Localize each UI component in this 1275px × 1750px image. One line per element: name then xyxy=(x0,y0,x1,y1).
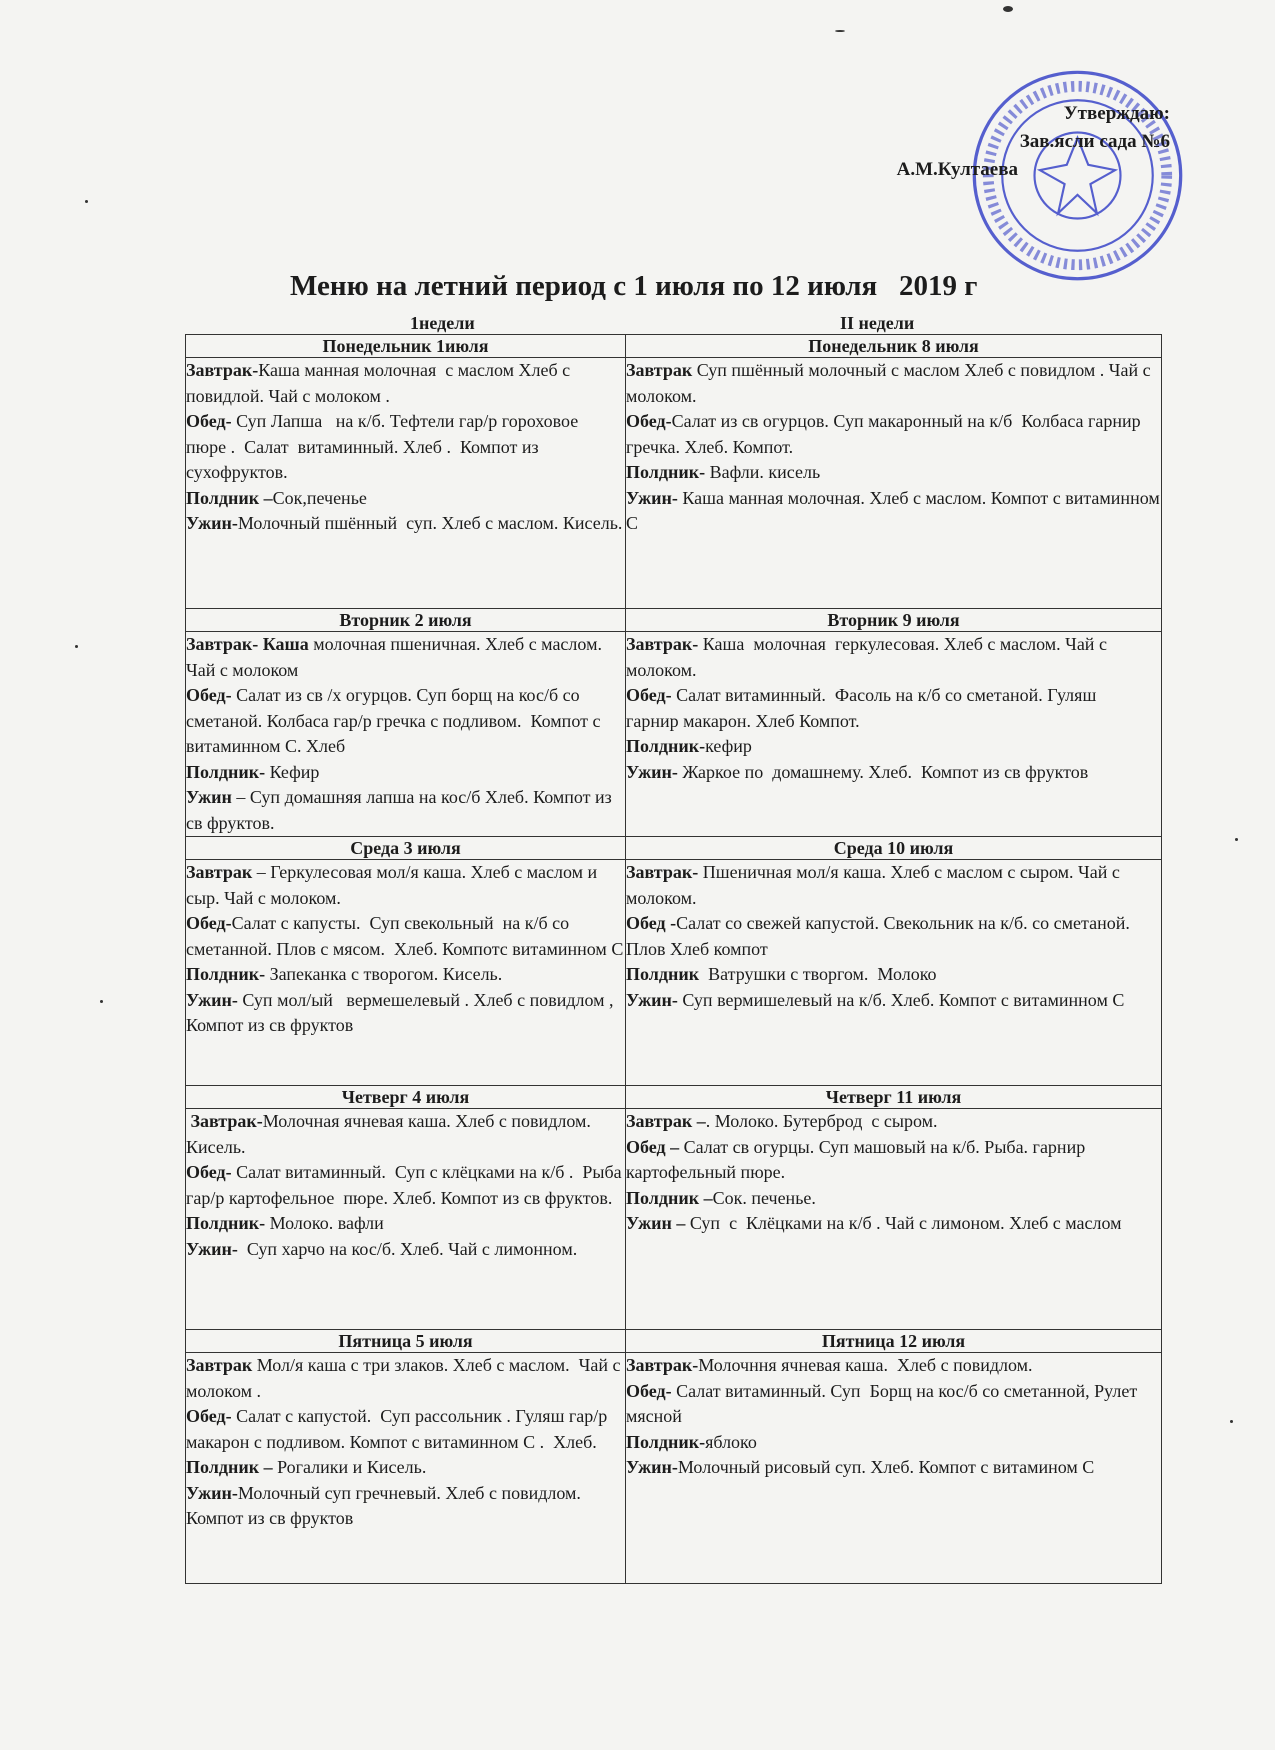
meals-cell-right xyxy=(626,358,1165,609)
meal-entry xyxy=(626,1379,1161,1430)
meal-text: Запеканка с творогом. Кисель. xyxy=(265,964,503,984)
meal-label: Полдник xyxy=(626,964,700,984)
meal-entry xyxy=(626,1430,1161,1456)
meal-label: Обед- xyxy=(186,685,232,705)
meal-label: Обед – xyxy=(626,1136,680,1157)
meal-text: Салат св огурцы. Суп машовый на к/б. Рыба. гарнир картофельный пюре. xyxy=(626,1136,1090,1182)
meal-text: Рогалики и Кисель. xyxy=(272,1457,427,1477)
meal-text: Молочный пшённый суп. Хлеб с маслом. Кисель. xyxy=(237,513,623,533)
meal-label: Завтрак xyxy=(186,1355,253,1375)
meal-label: Ужин- xyxy=(186,1482,238,1503)
scan-speck xyxy=(1235,838,1238,841)
day-header-row xyxy=(186,609,1162,632)
meal-entry xyxy=(626,911,1161,962)
meal-entry xyxy=(626,683,1161,734)
meal-text: Салат со свежей капустой. Свекольник на к/б. со сметаной. Плов Хлеб компот xyxy=(626,913,1135,959)
meal-text: Кефир xyxy=(265,761,320,782)
meals-cell-left xyxy=(186,860,626,1086)
meal-text: Суп пшённый молочный с маслом Хлеб с повидлом . Чай с молоком. xyxy=(626,360,1156,406)
meal-label: Полдник- xyxy=(626,462,706,482)
meal-text: Ватрушки с творгом. Молоко xyxy=(699,964,937,984)
title-text: Меню на летний период с 1 июля по 12 июля xyxy=(290,270,878,302)
meal-text: Салат витаминный. Суп Борщ на кос/б со сметанной, Рулет мясной xyxy=(626,1380,1142,1426)
meal-entry xyxy=(186,988,625,1039)
meal-label: Ужин- xyxy=(186,989,238,1010)
meal-label: Полдник- xyxy=(186,964,266,984)
meal-entry xyxy=(186,962,625,988)
meal-text: Салат витаминный. Фасоль на к/б со сметаной. Гуляш гарнир макарон. Хлеб Компот. xyxy=(626,685,1115,731)
meal-label: Завтрак- xyxy=(626,862,699,882)
meals-row xyxy=(186,632,1162,837)
meal-text: Молочный рисовый суп. Хлеб. Компот с витамином С xyxy=(677,1457,1095,1477)
meal-text: Суп с Клёцками на к/б . Чай с лимоном. Хлеб с маслом xyxy=(685,1213,1122,1233)
week-two-label: II недели xyxy=(840,313,915,333)
meal-entry xyxy=(186,486,625,512)
meal-entry xyxy=(626,988,1161,1014)
meal-label: Завтрак- xyxy=(626,1355,699,1375)
meal-text: Молочння ячневая каша. Хлеб с повидлом. xyxy=(698,1355,1033,1375)
meal-label: Завтрак xyxy=(186,862,253,882)
weeks-header xyxy=(185,313,1161,335)
approval-heading: Утверждаю: xyxy=(1063,103,1170,124)
meal-entry xyxy=(186,911,625,962)
day-header-row xyxy=(186,1330,1162,1353)
meal-text: – Суп домашняя лапша на кос/б Хлеб. Компот из св фруктов. xyxy=(186,787,617,833)
day-header-left: Среда 3 июля xyxy=(186,837,626,860)
day-header-right: Среда 10 июля xyxy=(626,837,1162,860)
meal-entry xyxy=(186,632,625,683)
meal-text: Молочный суп гречневый. Хлеб с повидлом. Компот из св фруктов xyxy=(186,1482,586,1528)
meal-label: Ужин- xyxy=(186,1238,238,1259)
meal-text: Каша манная молочная с маслом Хлеб с повидлой. Чай с молоком . xyxy=(186,360,575,406)
meal-entry xyxy=(626,734,1161,760)
meal-label: Завтрак- Каша xyxy=(186,634,309,654)
meal-label: Ужин – xyxy=(626,1213,686,1233)
approval-signatory: А.М.Култаева xyxy=(896,159,1018,180)
meal-label: Обед - xyxy=(626,913,677,933)
meal-text: Сок. печенье. xyxy=(712,1187,816,1208)
meal-label: Ужин- xyxy=(626,487,678,508)
meal-entry xyxy=(626,1109,1161,1135)
meal-text: Суп харчо на кос/б. Хлеб. Чай с лимонном. xyxy=(237,1238,578,1259)
day-header-left: Вторник 2 июля xyxy=(186,609,626,632)
meal-text: Пшеничная мол/я каша. Хлеб с маслом с сыром. Чай с молоком. xyxy=(626,862,1125,908)
meals-row xyxy=(186,860,1162,1086)
meal-text: Каша молочная геркулесовая. Хлеб с маслом. Чай с молоком. xyxy=(626,634,1112,680)
meals-row xyxy=(186,1109,1162,1330)
meal-entry xyxy=(186,1237,625,1263)
meal-text: Салат из св /х огурцов. Суп борщ на кос/б со сметаной. Колбаса гар/р гречка с подливом. Компот с витаминном С. Хлеб xyxy=(186,685,605,756)
meal-label: Полдник- xyxy=(186,761,266,782)
page-title xyxy=(200,270,1100,303)
meal-label: Завтрак xyxy=(626,360,693,380)
day-header-right: Четверг 11 июля xyxy=(626,1086,1162,1109)
meal-label: Обед- xyxy=(626,685,672,705)
meals-cell-right xyxy=(626,632,1162,837)
meal-label: Ужин- xyxy=(626,761,678,782)
meal-text: Салат с капусты. Суп свекольный на к/б со сметанной. Плов с мясом. Хлеб. Компотс витаминном С xyxy=(186,913,624,959)
meal-text: Жаркое по домашнему. Хлеб. Компот из св фруктов xyxy=(677,761,1089,782)
meal-entry xyxy=(626,409,1161,460)
meal-label: Обед- xyxy=(626,1380,672,1401)
meal-text: Салат из св огурцов. Суп макаронный на к/б Колбаса гарнир гречка. Хлеб. Компот. xyxy=(626,411,1146,457)
meal-entry xyxy=(626,1186,1161,1212)
meals-cell-right xyxy=(626,1353,1162,1584)
meal-entry xyxy=(186,860,625,911)
scan-speck xyxy=(100,1000,103,1003)
meal-entry xyxy=(626,1211,1161,1237)
meal-label: Полдник – xyxy=(186,1457,273,1477)
week-one-label: 1недели xyxy=(410,313,475,333)
meal-text: Суп Лапша на к/б. Тефтели гар/р гороховое пюре . Салат витаминный. Хлеб . Компот из сухофруктов. xyxy=(186,411,588,482)
meal-entry xyxy=(186,511,625,537)
meal-entry xyxy=(186,409,625,486)
meal-label: Ужин- xyxy=(186,513,238,533)
meal-text: – Геркулесовая мол/я каша. Хлеб с маслом и сыр. Чай с молоком. xyxy=(186,862,602,908)
meal-text: Салат витаминный. Суп с клёцками на к/б . Рыба гар/р картофельное пюре. Хлеб. Компот из св фруктов. xyxy=(186,1162,627,1208)
meal-label: Завтрак- xyxy=(626,634,699,654)
meal-label: Ужин xyxy=(186,787,232,807)
meal-entry xyxy=(626,860,1161,911)
meal-label: Обед- xyxy=(186,913,232,933)
meal-entry xyxy=(626,760,1161,786)
meal-entry xyxy=(186,1404,625,1455)
meal-label: Ужин- xyxy=(626,989,678,1010)
meal-text: Салат с капустой. Суп рассольник . Гуляш гар/р макарон с подливом. Компот с витаминном С . Хлеб. xyxy=(186,1406,612,1452)
meals-cell-right xyxy=(626,860,1162,1086)
meal-entry xyxy=(186,1211,625,1237)
meals-cell-left xyxy=(186,358,626,609)
meal-label: Полдник- xyxy=(626,1431,706,1452)
scan-speck xyxy=(1230,1420,1233,1423)
title-year: 2019 г xyxy=(899,270,978,302)
meal-entry xyxy=(626,1455,1161,1481)
meal-text: Сок,печенье xyxy=(272,487,367,508)
meal-text: Суп вермишелевый на к/б. Хлеб. Компот с витаминном С xyxy=(677,989,1125,1010)
meal-text: яблоко xyxy=(705,1431,757,1452)
meal-entry xyxy=(626,632,1161,683)
meal-entry xyxy=(186,760,625,786)
meal-entry xyxy=(626,1135,1161,1186)
day-header-right: Пятница 12 июля xyxy=(626,1330,1162,1353)
scan-speck xyxy=(1003,6,1013,12)
meal-entry xyxy=(186,1109,625,1160)
meal-entry xyxy=(186,683,625,760)
meal-entry xyxy=(626,358,1161,409)
meal-text: . Молоко. Бутерброд с сыром. xyxy=(705,1111,938,1131)
meals-cell-left xyxy=(186,1353,626,1584)
meals-cell-right xyxy=(626,1109,1162,1330)
meal-entry xyxy=(186,1455,625,1481)
meal-entry xyxy=(186,1353,625,1404)
approval-position: Зав.ясли сада №6 xyxy=(1019,131,1170,152)
meal-entry xyxy=(626,486,1165,537)
meal-entry xyxy=(186,785,625,836)
meal-entry xyxy=(186,1481,625,1532)
meal-label: Завтрак- xyxy=(186,360,259,380)
day-header-right: Понедельник 8 июля xyxy=(626,335,1162,358)
meals-cell-left xyxy=(186,632,626,837)
meal-text: кефир xyxy=(705,736,752,756)
meal-label: Обед- xyxy=(186,411,232,431)
meal-text: молочная пшеничная. Хлеб с маслом. Чай с молоком xyxy=(186,634,611,680)
scan-speck xyxy=(75,645,78,648)
day-header-row xyxy=(186,1086,1162,1109)
meal-label: Полдник- xyxy=(186,1213,266,1233)
menu-table xyxy=(185,334,1165,1584)
meal-label: Обед- xyxy=(186,1406,232,1426)
meal-entry xyxy=(626,1353,1161,1379)
meal-text: Каша манная молочная. Хлеб с маслом. Компот с витаминном С xyxy=(626,487,1165,533)
day-header-row xyxy=(186,837,1162,860)
meal-entry xyxy=(626,460,1161,486)
day-header-row xyxy=(186,335,1162,358)
day-header-right: Вторник 9 июля xyxy=(626,609,1162,632)
scan-speck xyxy=(835,30,845,32)
scan-speck xyxy=(85,200,88,203)
day-header-left: Четверг 4 июля xyxy=(186,1086,626,1109)
meal-text: Мол/я каша с три злаков. Хлеб с маслом. Чай с молоком . xyxy=(186,1355,625,1401)
meals-row xyxy=(186,1353,1162,1584)
meal-label: Полдник – xyxy=(626,1187,713,1208)
meal-label: Ужин- xyxy=(626,1457,678,1477)
meal-text: Молоко. вафли xyxy=(265,1213,384,1233)
meal-label: Завтрак – xyxy=(626,1111,706,1131)
meal-entry xyxy=(186,358,625,409)
meal-entry xyxy=(186,1160,625,1211)
meal-label: Завтрак- xyxy=(186,1111,263,1131)
meal-text: Суп мол/ый вермешелевый . Хлеб с повидлом , Компот из св фруктов xyxy=(186,989,619,1035)
meal-entry xyxy=(626,962,1161,988)
meal-label: Обед- xyxy=(626,411,672,431)
meal-label: Обед- xyxy=(186,1162,232,1182)
meal-label: Полдник – xyxy=(186,487,273,508)
day-header-left: Понедельник 1июля xyxy=(186,335,626,358)
meal-label: Полдник- xyxy=(626,736,706,756)
meals-cell-left xyxy=(186,1109,626,1330)
meals-row xyxy=(186,358,1162,609)
approval-block xyxy=(850,100,1170,180)
meal-text: Вафли. кисель xyxy=(705,462,821,482)
day-header-left: Пятница 5 июля xyxy=(186,1330,626,1353)
meal-text: Молочная ячневая каша. Хлеб с повидлом. Кисель. xyxy=(186,1111,600,1157)
